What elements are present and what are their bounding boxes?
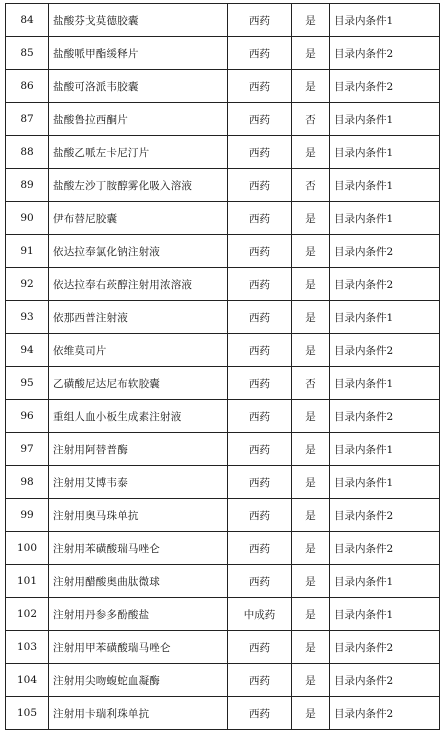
insured-flag-cell: 是 bbox=[292, 202, 330, 235]
drug-type-cell: 西药 bbox=[228, 37, 292, 70]
row-number-cell: 103 bbox=[6, 631, 49, 664]
catalog-category-cell: 目录内条件1 bbox=[330, 4, 440, 37]
insured-flag-cell: 是 bbox=[292, 697, 330, 730]
catalog-category-cell: 目录内条件2 bbox=[330, 532, 440, 565]
drug-name-cell: 重组人血小板生成素注射液 bbox=[49, 400, 228, 433]
drug-name-cell: 注射用卡瑞利珠单抗 bbox=[49, 697, 228, 730]
table-row bbox=[6, 466, 440, 499]
drug-name-cell: 依那西普注射液 bbox=[49, 301, 228, 334]
drug-name-cell: 依达拉奉氯化钠注射液 bbox=[49, 235, 228, 268]
row-number-cell: 92 bbox=[6, 268, 49, 301]
row-number-cell: 86 bbox=[6, 70, 49, 103]
row-number-cell: 99 bbox=[6, 499, 49, 532]
row-number-cell: 89 bbox=[6, 169, 49, 202]
drug-type-cell: 西药 bbox=[228, 202, 292, 235]
catalog-category-cell: 目录内条件1 bbox=[330, 301, 440, 334]
catalog-category-cell: 目录内条件1 bbox=[330, 136, 440, 169]
drug-table-body bbox=[6, 4, 440, 730]
insured-flag-cell: 是 bbox=[292, 565, 330, 598]
drug-table bbox=[5, 3, 440, 730]
table-row bbox=[6, 202, 440, 235]
table-row bbox=[6, 565, 440, 598]
catalog-category-cell: 目录内条件2 bbox=[330, 37, 440, 70]
insured-flag-cell: 是 bbox=[292, 4, 330, 37]
row-number-cell: 90 bbox=[6, 202, 49, 235]
catalog-category-cell: 目录内条件2 bbox=[330, 499, 440, 532]
insured-flag-cell: 否 bbox=[292, 169, 330, 202]
insured-flag-cell: 是 bbox=[292, 499, 330, 532]
row-number-cell: 105 bbox=[6, 697, 49, 730]
insured-flag-cell: 是 bbox=[292, 400, 330, 433]
table-row bbox=[6, 598, 440, 631]
drug-type-cell: 西药 bbox=[228, 301, 292, 334]
catalog-category-cell: 目录内条件1 bbox=[330, 466, 440, 499]
catalog-category-cell: 目录内条件1 bbox=[330, 202, 440, 235]
drug-name-cell: 依达拉奉右莰醇注射用浓溶液 bbox=[49, 268, 228, 301]
drug-type-cell: 西药 bbox=[228, 334, 292, 367]
table-row bbox=[6, 367, 440, 400]
insured-flag-cell: 是 bbox=[292, 70, 330, 103]
catalog-category-cell: 目录内条件2 bbox=[330, 268, 440, 301]
drug-name-cell: 盐酸左沙丁胺醇雾化吸入溶液 bbox=[49, 169, 228, 202]
row-number-cell: 98 bbox=[6, 466, 49, 499]
insured-flag-cell: 是 bbox=[292, 235, 330, 268]
row-number-cell: 88 bbox=[6, 136, 49, 169]
table-row bbox=[6, 400, 440, 433]
catalog-category-cell: 目录内条件1 bbox=[330, 433, 440, 466]
drug-name-cell: 注射用尖吻蝮蛇血凝酶 bbox=[49, 664, 228, 697]
table-row bbox=[6, 235, 440, 268]
catalog-category-cell: 目录内条件1 bbox=[330, 565, 440, 598]
drug-type-cell: 西药 bbox=[228, 70, 292, 103]
drug-type-cell: 西药 bbox=[228, 136, 292, 169]
drug-type-cell: 西药 bbox=[228, 532, 292, 565]
catalog-category-cell: 目录内条件1 bbox=[330, 103, 440, 136]
drug-type-cell: 西药 bbox=[228, 697, 292, 730]
table-row bbox=[6, 499, 440, 532]
row-number-cell: 85 bbox=[6, 37, 49, 70]
row-number-cell: 97 bbox=[6, 433, 49, 466]
drug-name-cell: 盐酸乙哌左卡尼汀片 bbox=[49, 136, 228, 169]
catalog-category-cell: 目录内条件1 bbox=[330, 169, 440, 202]
insured-flag-cell: 是 bbox=[292, 433, 330, 466]
drug-type-cell: 西药 bbox=[228, 565, 292, 598]
drug-type-cell: 西药 bbox=[228, 4, 292, 37]
drug-name-cell: 依维莫司片 bbox=[49, 334, 228, 367]
drug-name-cell: 注射用艾博韦泰 bbox=[49, 466, 228, 499]
catalog-category-cell: 目录内条件2 bbox=[330, 697, 440, 730]
table-row bbox=[6, 532, 440, 565]
drug-type-cell: 西药 bbox=[228, 664, 292, 697]
drug-type-cell: 西药 bbox=[228, 400, 292, 433]
drug-type-cell: 西药 bbox=[228, 499, 292, 532]
drug-name-cell: 伊布替尼胶囊 bbox=[49, 202, 228, 235]
insured-flag-cell: 是 bbox=[292, 532, 330, 565]
insured-flag-cell: 是 bbox=[292, 301, 330, 334]
row-number-cell: 95 bbox=[6, 367, 49, 400]
drug-name-cell: 盐酸可洛派韦胶囊 bbox=[49, 70, 228, 103]
catalog-category-cell: 目录内条件2 bbox=[330, 400, 440, 433]
drug-type-cell: 西药 bbox=[228, 631, 292, 664]
table-row bbox=[6, 433, 440, 466]
row-number-cell: 93 bbox=[6, 301, 49, 334]
drug-type-cell: 西药 bbox=[228, 433, 292, 466]
insured-flag-cell: 是 bbox=[292, 268, 330, 301]
table-row bbox=[6, 169, 440, 202]
drug-name-cell: 注射用阿替普酶 bbox=[49, 433, 228, 466]
drug-name-cell: 注射用醋酸奥曲肽微球 bbox=[49, 565, 228, 598]
insured-flag-cell: 否 bbox=[292, 103, 330, 136]
catalog-category-cell: 目录内条件1 bbox=[330, 598, 440, 631]
table-row bbox=[6, 334, 440, 367]
row-number-cell: 94 bbox=[6, 334, 49, 367]
drug-name-cell: 注射用甲苯磺酸瑞马唑仑 bbox=[49, 631, 228, 664]
drug-type-cell: 西药 bbox=[228, 367, 292, 400]
insured-flag-cell: 是 bbox=[292, 466, 330, 499]
catalog-category-cell: 目录内条件1 bbox=[330, 367, 440, 400]
row-number-cell: 100 bbox=[6, 532, 49, 565]
drug-name-cell: 注射用苯磺酸瑞马唑仑 bbox=[49, 532, 228, 565]
insured-flag-cell: 是 bbox=[292, 631, 330, 664]
row-number-cell: 104 bbox=[6, 664, 49, 697]
drug-type-cell: 西药 bbox=[228, 268, 292, 301]
catalog-category-cell: 目录内条件2 bbox=[330, 235, 440, 268]
row-number-cell: 91 bbox=[6, 235, 49, 268]
insured-flag-cell: 是 bbox=[292, 136, 330, 169]
row-number-cell: 87 bbox=[6, 103, 49, 136]
drug-list-sheet bbox=[5, 3, 439, 730]
catalog-category-cell: 目录内条件2 bbox=[330, 631, 440, 664]
drug-type-cell: 西药 bbox=[228, 103, 292, 136]
row-number-cell: 84 bbox=[6, 4, 49, 37]
table-row bbox=[6, 4, 440, 37]
table-row bbox=[6, 697, 440, 730]
row-number-cell: 102 bbox=[6, 598, 49, 631]
row-number-cell: 101 bbox=[6, 565, 49, 598]
catalog-category-cell: 目录内条件2 bbox=[330, 70, 440, 103]
table-row bbox=[6, 631, 440, 664]
drug-name-cell: 盐酸鲁拉西酮片 bbox=[49, 103, 228, 136]
drug-type-cell: 西药 bbox=[228, 235, 292, 268]
catalog-category-cell: 目录内条件2 bbox=[330, 664, 440, 697]
insured-flag-cell: 否 bbox=[292, 367, 330, 400]
insured-flag-cell: 是 bbox=[292, 598, 330, 631]
catalog-category-cell: 目录内条件2 bbox=[330, 334, 440, 367]
drug-type-cell: 中成药 bbox=[228, 598, 292, 631]
drug-name-cell: 盐酸哌甲酯缓释片 bbox=[49, 37, 228, 70]
row-number-cell: 96 bbox=[6, 400, 49, 433]
drug-name-cell: 乙磺酸尼达尼布软胶囊 bbox=[49, 367, 228, 400]
table-row bbox=[6, 268, 440, 301]
drug-name-cell: 注射用丹参多酚酸盐 bbox=[49, 598, 228, 631]
table-row bbox=[6, 103, 440, 136]
insured-flag-cell: 是 bbox=[292, 334, 330, 367]
insured-flag-cell: 是 bbox=[292, 664, 330, 697]
table-row bbox=[6, 301, 440, 334]
table-row bbox=[6, 136, 440, 169]
table-row bbox=[6, 37, 440, 70]
drug-type-cell: 西药 bbox=[228, 169, 292, 202]
drug-name-cell: 注射用奥马珠单抗 bbox=[49, 499, 228, 532]
table-row bbox=[6, 70, 440, 103]
drug-name-cell: 盐酸芬戈莫德胶囊 bbox=[49, 4, 228, 37]
drug-type-cell: 西药 bbox=[228, 466, 292, 499]
insured-flag-cell: 是 bbox=[292, 37, 330, 70]
table-row bbox=[6, 664, 440, 697]
